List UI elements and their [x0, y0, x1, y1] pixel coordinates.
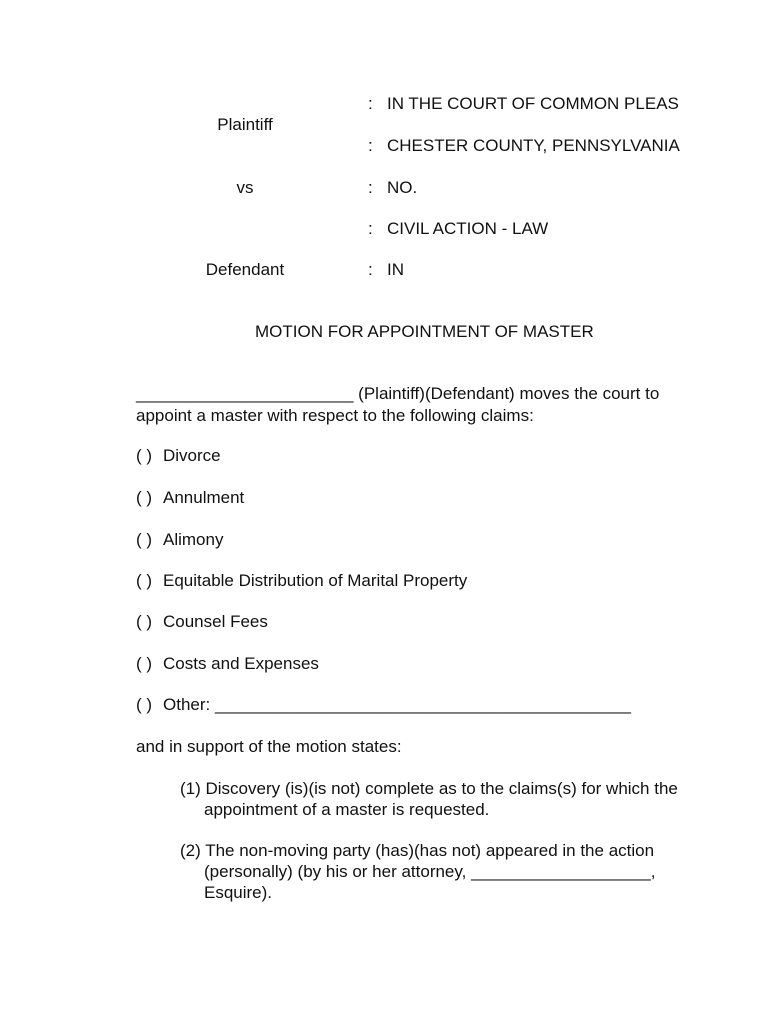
- checkbox-mark[interactable]: ( ): [136, 488, 153, 507]
- caption-colon: :: [368, 260, 373, 279]
- document-title: MOTION FOR APPOINTMENT OF MASTER: [255, 322, 594, 341]
- case-number-line: NO.: [387, 178, 418, 197]
- claim-annulment[interactable]: [136, 488, 244, 508]
- checkbox-mark[interactable]: ( ): [136, 654, 153, 673]
- claim-label: Annulment: [163, 488, 245, 507]
- statement-line: (2) The non-moving party (has)(has not) appeared in the action: [180, 841, 655, 860]
- claim-label: Costs and Expenses: [163, 654, 319, 673]
- claim-other[interactable]: [136, 695, 631, 715]
- caption-colon: :: [368, 94, 373, 113]
- claim-alimony[interactable]: [136, 530, 223, 550]
- division-line: IN: [387, 260, 404, 279]
- claim-costs-expenses[interactable]: [136, 654, 319, 674]
- claim-divorce[interactable]: [136, 446, 221, 466]
- claim-label: Alimony: [163, 530, 224, 549]
- statement-line: (1) Discovery (is)(is not) complete as to the claims(s) for which the: [180, 779, 678, 798]
- plaintiff-label: Plaintiff: [217, 115, 273, 134]
- vs-label: vs: [236, 178, 254, 197]
- claim-counsel-fees[interactable]: [136, 612, 268, 632]
- checkbox-mark[interactable]: ( ): [136, 612, 153, 631]
- court-name-line: IN THE COURT OF COMMON PLEAS: [387, 94, 679, 113]
- support-intro: and in support of the motion states:: [136, 737, 402, 756]
- county-line: CHESTER COUNTY, PENNSYLVANIA: [387, 136, 680, 155]
- checkbox-mark[interactable]: ( ): [136, 530, 153, 549]
- statement-line: Esquire).: [204, 883, 273, 902]
- action-type-line: CIVIL ACTION - LAW: [387, 219, 549, 238]
- statement-2: [180, 840, 720, 903]
- claim-label: Counsel Fees: [163, 612, 268, 631]
- intro-line-2: appoint a master with respect to the following claims:: [136, 406, 534, 425]
- caption-colon: :: [368, 136, 373, 155]
- defendant-label: Defendant: [205, 260, 285, 279]
- intro-line-1: _______________________ (Plaintiff)(Defendant) moves the court to: [136, 384, 660, 403]
- claim-label: Divorce: [163, 446, 221, 465]
- checkbox-mark[interactable]: ( ): [136, 695, 153, 714]
- checkbox-mark[interactable]: ( ): [136, 446, 153, 465]
- statement-line: appointment of a master is requested.: [204, 800, 490, 819]
- claim-label: Equitable Distribution of Marital Property: [163, 571, 468, 590]
- claim-equitable-distribution[interactable]: [136, 571, 467, 591]
- statement-1: [180, 778, 720, 820]
- caption-colon: :: [368, 219, 373, 238]
- checkbox-mark[interactable]: ( ): [136, 571, 153, 590]
- caption-colon: :: [368, 178, 373, 197]
- claim-label: Other: ____________________________________________: [163, 695, 631, 714]
- statement-line: (personally) (by his or her attorney, ___________________,: [204, 862, 656, 881]
